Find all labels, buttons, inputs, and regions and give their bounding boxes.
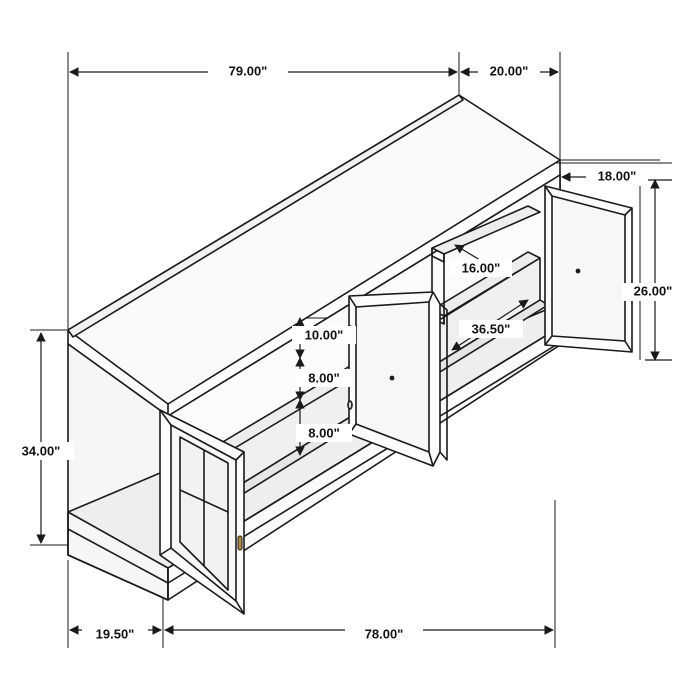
dim-base-left-width: 19.50": [95, 626, 135, 642]
dim-shelf-depth: 16.00": [461, 260, 501, 276]
dim-top-depth: 20.00": [489, 63, 529, 79]
dim-door-height-right: 26.00": [633, 283, 673, 299]
dim-interior-width: 36.50": [471, 321, 511, 337]
dim-shelf-gap-low: 8.00": [308, 425, 340, 441]
dim-total-height: 34.00": [21, 443, 61, 459]
dim-door-width-right: 18.00": [597, 168, 637, 184]
dim-top-width: 79.00": [228, 63, 268, 79]
door-right-open: [545, 186, 632, 352]
door-middle-open: [348, 292, 447, 466]
dim-shelf-gap-top: 10.00": [304, 327, 344, 343]
cabinet-body: [68, 95, 560, 600]
dim-base-width: 78.00": [364, 626, 404, 642]
dim-shelf-gap-mid: 8.00": [308, 370, 340, 386]
